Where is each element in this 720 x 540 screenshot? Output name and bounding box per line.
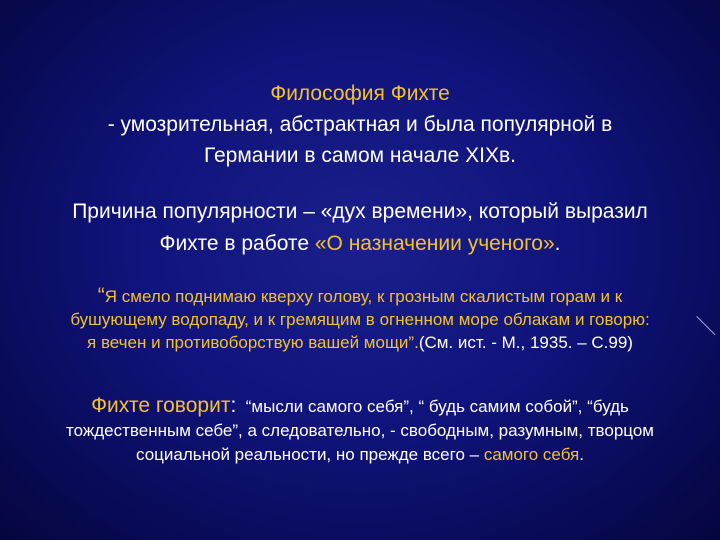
says-line-3-prefix: социальной реальности, но прежде всего –: [136, 445, 484, 464]
reason-line-2-suffix: .: [554, 232, 561, 255]
says-line-2: тождественным себе”, а следовательно, - свободным, разумным, творцом: [66, 421, 654, 440]
title-line-2: - умозрительная, абстрактная и была популярной в: [107, 113, 613, 136]
quote-line-3: [0, 331, 720, 354]
says-line-3: [0, 443, 720, 467]
work-title: «О назначении ученого»: [314, 232, 555, 255]
reason-line-2: [0, 228, 720, 260]
reason-block: [0, 196, 720, 260]
says-line-1-rest: “мысли самого себя”, “ будь самим собой”, “будь: [245, 397, 629, 416]
reason-line-1: Причина популярности – «дух времени», который выразил: [72, 200, 648, 223]
says-line-3-suffix: .: [579, 445, 584, 464]
quote-line-1-text: Я смело поднимаю кверху голову, к грозным скалистым горам и к: [104, 287, 623, 306]
reason-line-2-prefix: Фихте в работе: [159, 232, 315, 255]
quote-citation: (См. ист. - М., 1935. – С.99): [418, 333, 633, 352]
says-colon: :: [230, 394, 237, 417]
quote-block: [0, 284, 720, 354]
says-emphasis: самого себя: [483, 445, 580, 464]
open-quote-mark: “: [97, 284, 105, 307]
slide-title: Философия Фихте: [270, 82, 450, 105]
title-line-3: Германии в самом начале XIXв.: [204, 144, 516, 167]
quote-line-3-text: я вечен и противоборствую вашей мощи”.: [87, 333, 419, 352]
says-block: [0, 394, 720, 467]
says-lead: Фихте говорит: [91, 394, 231, 417]
quote-line-2: бушующему водопаду, и к гремящим в огненном море облакам и говорю:: [70, 310, 650, 329]
title-block: [0, 78, 720, 171]
quote-line-1: [0, 284, 720, 308]
says-line-1: [0, 394, 720, 419]
